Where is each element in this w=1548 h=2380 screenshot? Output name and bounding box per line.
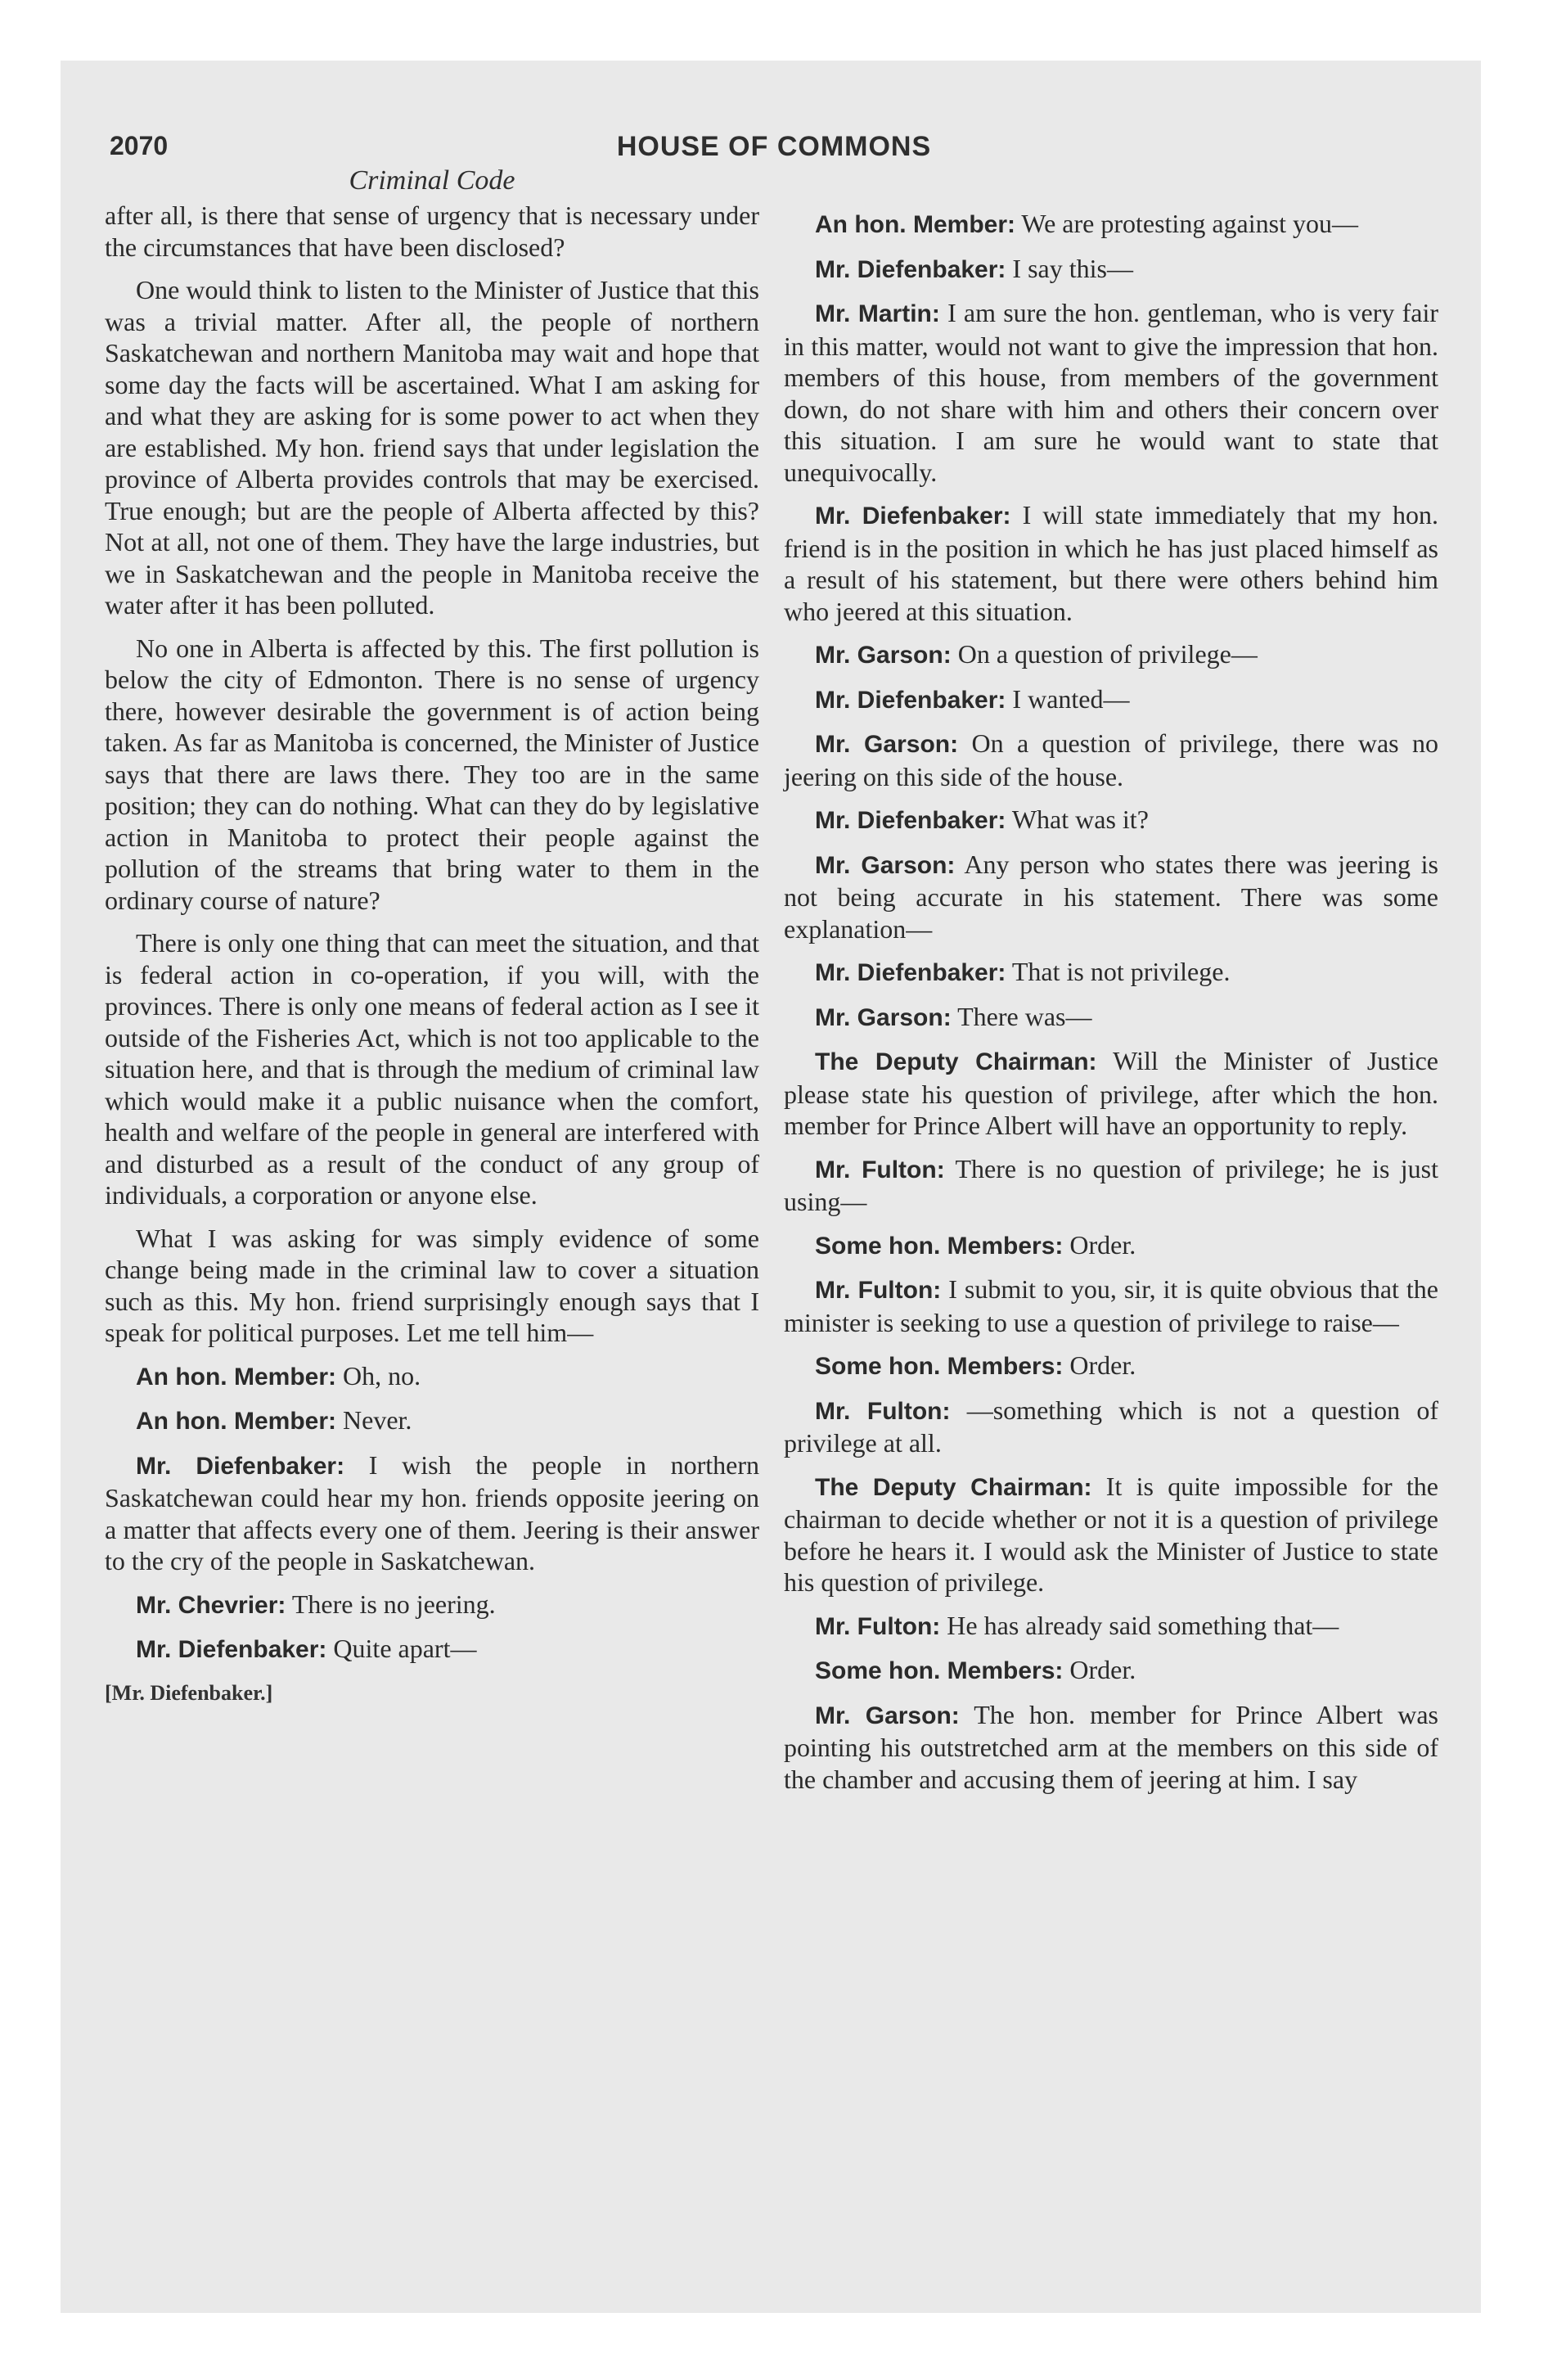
speech-text: What was it?	[1006, 805, 1149, 834]
speech-text: We are protesting against you—	[1015, 209, 1358, 238]
speech	[784, 208, 1438, 241]
speaker-name: Mr. Garson:	[815, 851, 956, 879]
speech-text: Will the Minister of Justice please state his question of privilege, after which the hon. member for Prince Albert will have an opportunity to reply.	[784, 1046, 1438, 1140]
running-head: HOUSE OF COMMONS	[616, 131, 932, 162]
speech-text: Order.	[1063, 1655, 1136, 1684]
speech-text: —something which is not a question of privilege at all.	[784, 1395, 1439, 1458]
speech	[784, 1395, 1438, 1459]
speech-text: There is no jeering.	[286, 1589, 496, 1619]
speech-text: The hon. member for Prince Albert was pointing his outstretched arm at the members on this side of the chamber and accusing them of jeering at him. I say	[784, 1699, 1439, 1794]
speech	[784, 1001, 1438, 1034]
speech	[105, 1589, 759, 1622]
speaker-name: Mr. Martin:	[815, 300, 940, 327]
speech-text: There was—	[951, 1001, 1092, 1031]
speaker-name: Mr. Fulton:	[815, 1156, 945, 1183]
speech	[784, 297, 1438, 488]
right-column	[784, 208, 1438, 1806]
paragraph: What I was asking for was simply evidence of some change being made in the criminal law to cover a situation such as this. My hon. friend surprisingly enough says that I speak for political purposes. Let me tell him—	[105, 1223, 759, 1347]
speech	[784, 1350, 1438, 1383]
speech	[784, 1471, 1438, 1598]
speech-text: That is not privilege.	[1006, 957, 1231, 986]
speech	[784, 1045, 1438, 1142]
speech	[784, 804, 1438, 837]
speech-text: Any person who states there was jeering is not being accurate in his statement. There was some explanation—	[784, 849, 1439, 944]
speech	[105, 1404, 759, 1438]
speech-text: I submit to you, sir, it is quite obvious that the minister is seeking to use a question of privilege to raise—	[784, 1274, 1439, 1337]
paragraph: One would think to listen to the Minister of Justice that this was a trivial matter. After all, the people of northern Saskatchewan and northern Manitoba may wait and hope that some day the facts will be ascertained. What I am asking for and what they are asking for is some power to act when they are established. My hon. friend says that under legislation the province of Alberta provides controls that may be exercised. True enough; but are the people of Alberta affected by this? Not at all, not one of them. They have the large industries, but we in Saskatchewan and the people in Manitoba receive the water after it has been polluted.	[105, 275, 759, 620]
speaker-name: An hon. Member:	[136, 1408, 336, 1435]
speech	[784, 1610, 1438, 1643]
speech	[105, 1633, 759, 1666]
speech-text: I wanted—	[1006, 683, 1130, 714]
speaker-name: An hon. Member:	[136, 1363, 336, 1391]
page-number: 2070	[110, 131, 169, 160]
speaker-name: Mr. Diefenbaker:	[815, 686, 1006, 714]
speaker-name: An hon. Member:	[815, 211, 1015, 238]
speech-text: Oh, no.	[336, 1360, 421, 1391]
speech	[105, 1360, 759, 1394]
speech-text: Order.	[1063, 1229, 1136, 1260]
speech	[784, 683, 1438, 717]
speaker-name: Mr. Fulton:	[815, 1277, 942, 1304]
speech-text: There is no question of privilege; he is just using—	[784, 1153, 1439, 1216]
speaker-name: Mr. Diefenbaker:	[815, 255, 1006, 283]
paragraph: There is only one thing that can meet the situation, and that is federal action in co-operation, if you will, with the provinces. There is only one means of federal action as I see it outside of the Fisheries Act, which is not too applicable to the situation here, and that is through the medium of criminal law which would make it a public nuisance when the comfort, health and welfare of the people in general are interfered with and disturbed as a result of the conduct of any group of individuals, a corporation or anyone else.	[105, 928, 759, 1210]
section-heading: Criminal Code	[349, 165, 515, 196]
speech-text: I wish the people in northern Saskatchewan could hear my hon. friends opposite jeering on a matter that affects every one of them. Jeering is their answer to the cry of the people in Saskatchewan.	[105, 1449, 759, 1575]
speech	[784, 728, 1438, 792]
speaker-name: Mr. Fulton:	[815, 1612, 941, 1640]
speaker-name: Mr. Diefenbaker:	[815, 807, 1006, 834]
speaker-name: Mr. Diefenbaker:	[815, 959, 1006, 986]
speaker-name: Mr. Garson:	[815, 1003, 952, 1031]
speaker-name: Mr. Diefenbaker:	[136, 1636, 327, 1663]
speech-text: Quite apart—	[326, 1634, 477, 1663]
speaker-name: Some hon. Members:	[815, 1232, 1064, 1260]
speech-text: He has already said something that—	[940, 1610, 1339, 1640]
speech-text: Never.	[336, 1405, 412, 1435]
speech-text: I say this—	[1006, 253, 1133, 283]
paragraph: after all, is there that sense of urgency that is necessary under the circumstances that have been disclosed?	[105, 201, 759, 262]
speech-text: I will state immediately that my hon. friend is in the position in which he has just placed himself as a result of his statement, but there were others behind him who jeered at this situation.	[784, 500, 1438, 626]
speaker-name: Mr. Diefenbaker:	[136, 1452, 345, 1480]
speech	[784, 956, 1438, 989]
speech-text: It is quite impossible for the chairman to decide whether or not it is a question of privilege before he hears it. I would ask the Minister of Justice to state his question of privilege.	[784, 1471, 1438, 1597]
speaker-name: Mr. Diefenbaker:	[815, 503, 1011, 530]
speech	[784, 1654, 1438, 1688]
speaker-name: The Deputy Chairman:	[815, 1473, 1092, 1501]
speech	[784, 638, 1438, 672]
speech-text: On a question of privilege, there was no jeering on this side of the house.	[784, 728, 1439, 791]
speech	[784, 499, 1438, 627]
speaker-name: Mr. Garson:	[815, 731, 959, 758]
speech	[784, 253, 1438, 286]
speaker-name: Mr. Fulton:	[815, 1397, 951, 1425]
speaker-name: The Deputy Chairman:	[815, 1048, 1097, 1075]
left-column	[105, 200, 759, 1709]
speech-text: Order.	[1063, 1350, 1136, 1380]
speech	[784, 849, 1438, 945]
speech	[105, 1449, 759, 1577]
speaker-name: Mr. Garson:	[815, 1702, 960, 1729]
speech	[784, 1153, 1438, 1218]
speech-text: On a question of privilege—	[951, 639, 1258, 669]
paragraph: No one in Alberta is affected by this. The first pollution is below the city of Edmonton. There is no sense of urgency there, however desirable the government is of action being taken. As far as Manitoba is concerned, the Minister of Justice says that there are laws there. They too are in the same position; they can do nothing. What can they do by legislative action in Manitoba to protect their people against the pollution of the streams that bring water to them in the ordinary course of nature?	[105, 633, 759, 915]
speaker-name: Mr. Chevrier:	[136, 1591, 286, 1619]
speech	[784, 1699, 1438, 1796]
speaker-name: Mr. Garson:	[815, 642, 952, 669]
speaker-name: Some hon. Members:	[815, 1657, 1064, 1684]
speech	[784, 1273, 1438, 1338]
speaker-attribution: [Mr. Diefenbaker.]	[105, 1680, 273, 1705]
speech	[784, 1229, 1438, 1263]
speaker-name: Some hon. Members:	[815, 1353, 1064, 1380]
speech-text: I am sure the hon. gentleman, who is very fair in this matter, would not want to give the impression that hon. members of this house, from members of the government down, do not share with him and others their concern over this situation. I am sure he would want to state that unequivocally.	[784, 298, 1439, 487]
